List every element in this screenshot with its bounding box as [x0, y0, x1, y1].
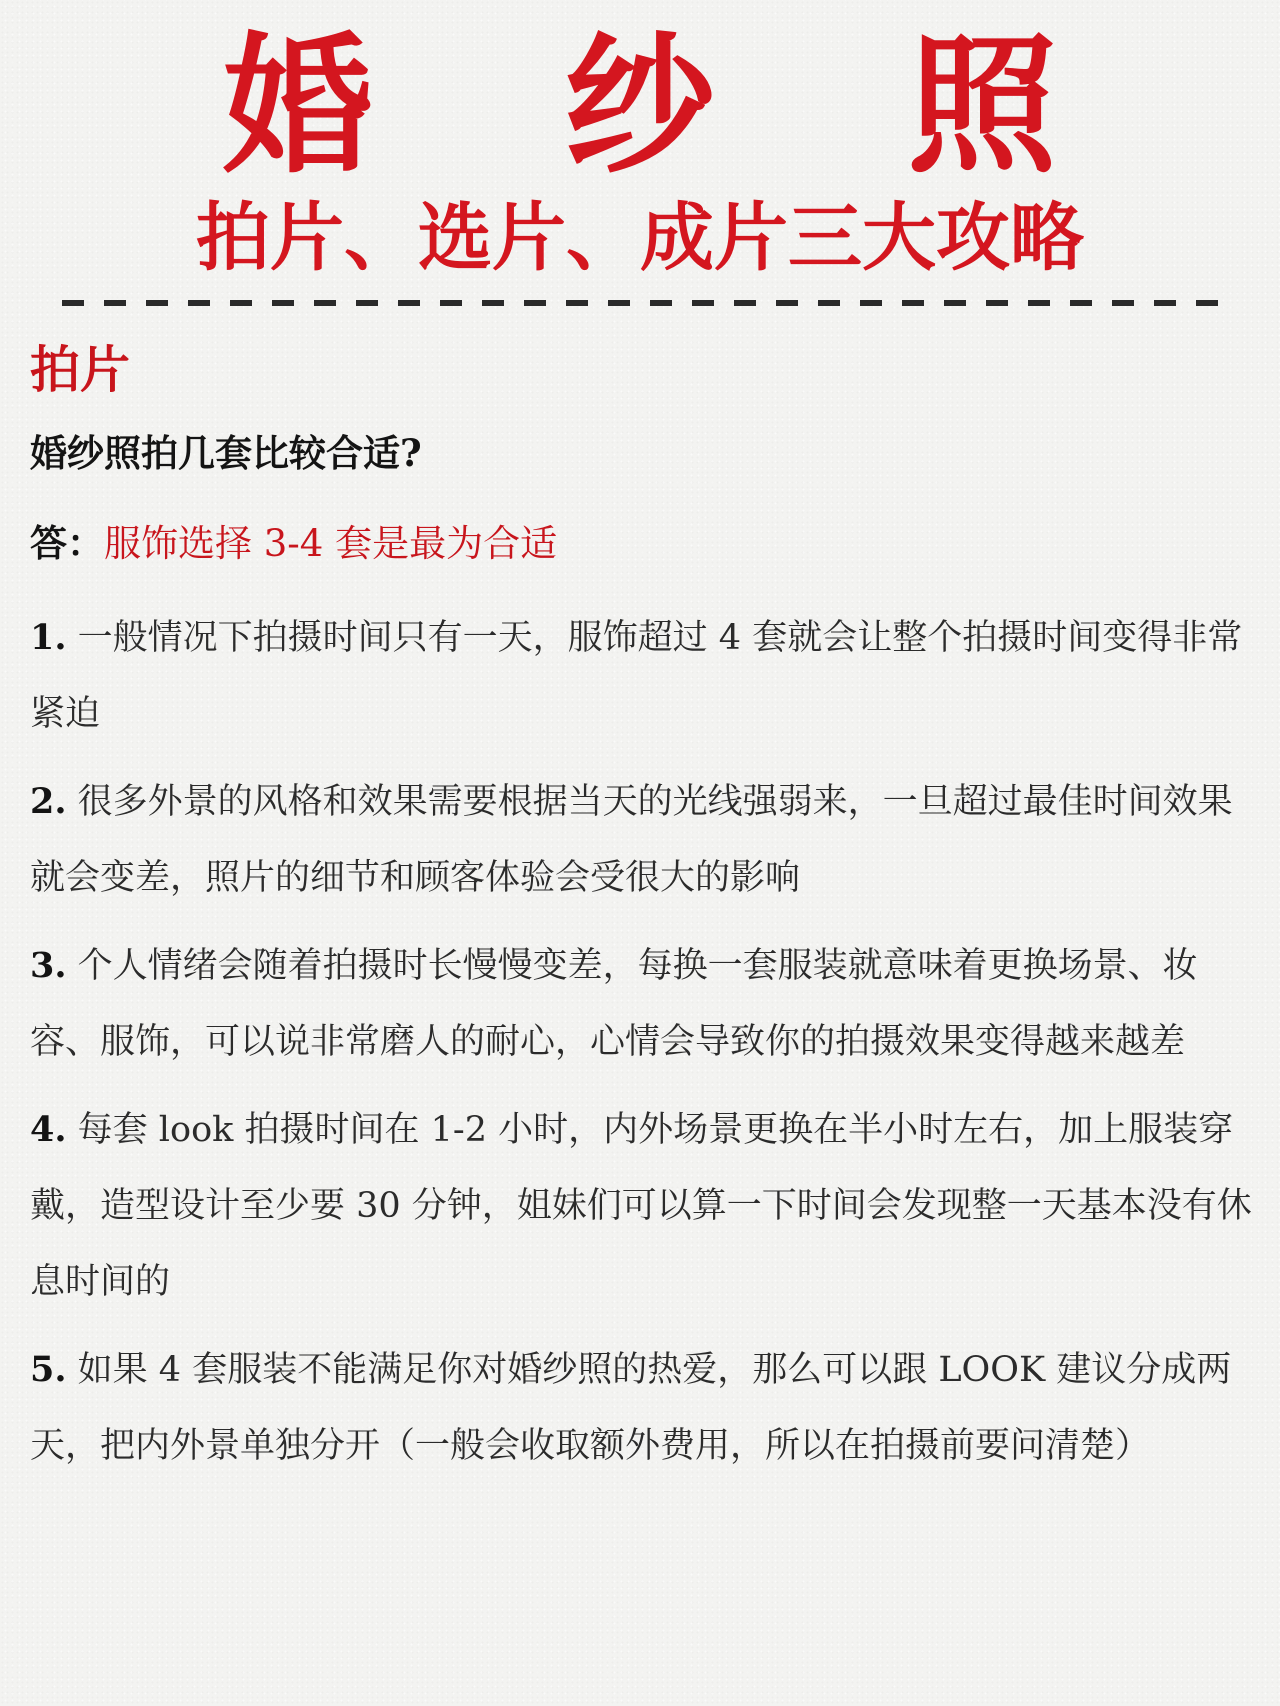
- list-item: [30, 1092, 1255, 1320]
- item-number: 1.: [30, 617, 67, 658]
- answer-line: [30, 513, 557, 574]
- answer-text: 服饰选择 3-4 套是最为合适: [104, 522, 558, 565]
- item-number: 5.: [30, 1349, 67, 1390]
- list-item: [30, 928, 1255, 1080]
- section-heading: 拍片: [30, 340, 130, 399]
- list-item: [30, 600, 1255, 752]
- item-text: 每套 look 拍摄时间在 1-2 小时，内外场景更换在半小时左右，加上服装穿戴，造型设计至少要 30 分钟，姐妹们可以算一下时间会发现整一天基本没有休息时间的: [30, 1110, 1252, 1302]
- item-text: 很多外景的风格和效果需要根据当天的光线强弱来，一旦超过最佳时间效果就会变差，照片的细节和顾客体验会受很大的影响: [30, 782, 1233, 898]
- item-text: 一般情况下拍摄时间只有一天，服饰超过 4 套就会让整个拍摄时间变得非常紧迫: [30, 618, 1243, 734]
- item-number: 4.: [30, 1109, 67, 1150]
- question-text: 婚纱照拍几套比较合适?: [30, 431, 422, 475]
- reason-list: [30, 600, 1255, 1496]
- page-subtitle: 拍片、选片、成片三大攻略: [196, 195, 1084, 281]
- answer-label: 答：: [30, 521, 104, 565]
- dashed-divider: [62, 300, 1222, 306]
- item-number: 3.: [30, 945, 67, 986]
- page-title: 婚 纱 照: [222, 20, 1128, 194]
- list-item: [30, 764, 1255, 916]
- item-text: 如果 4 套服装不能满足你对婚纱照的热爱，那么可以跟 LOOK 建议分成两天，把内外景单独分开（一般会收取额外费用，所以在拍摄前要问清楚）: [30, 1350, 1232, 1466]
- item-text: 个人情绪会随着拍摄时长慢慢变差，每换一套服装就意味着更换场景、妆容、服饰，可以说非常磨人的耐心，心情会导致你的拍摄效果变得越来越差: [30, 946, 1198, 1062]
- list-item: [30, 1332, 1255, 1484]
- item-number: 2.: [30, 781, 67, 822]
